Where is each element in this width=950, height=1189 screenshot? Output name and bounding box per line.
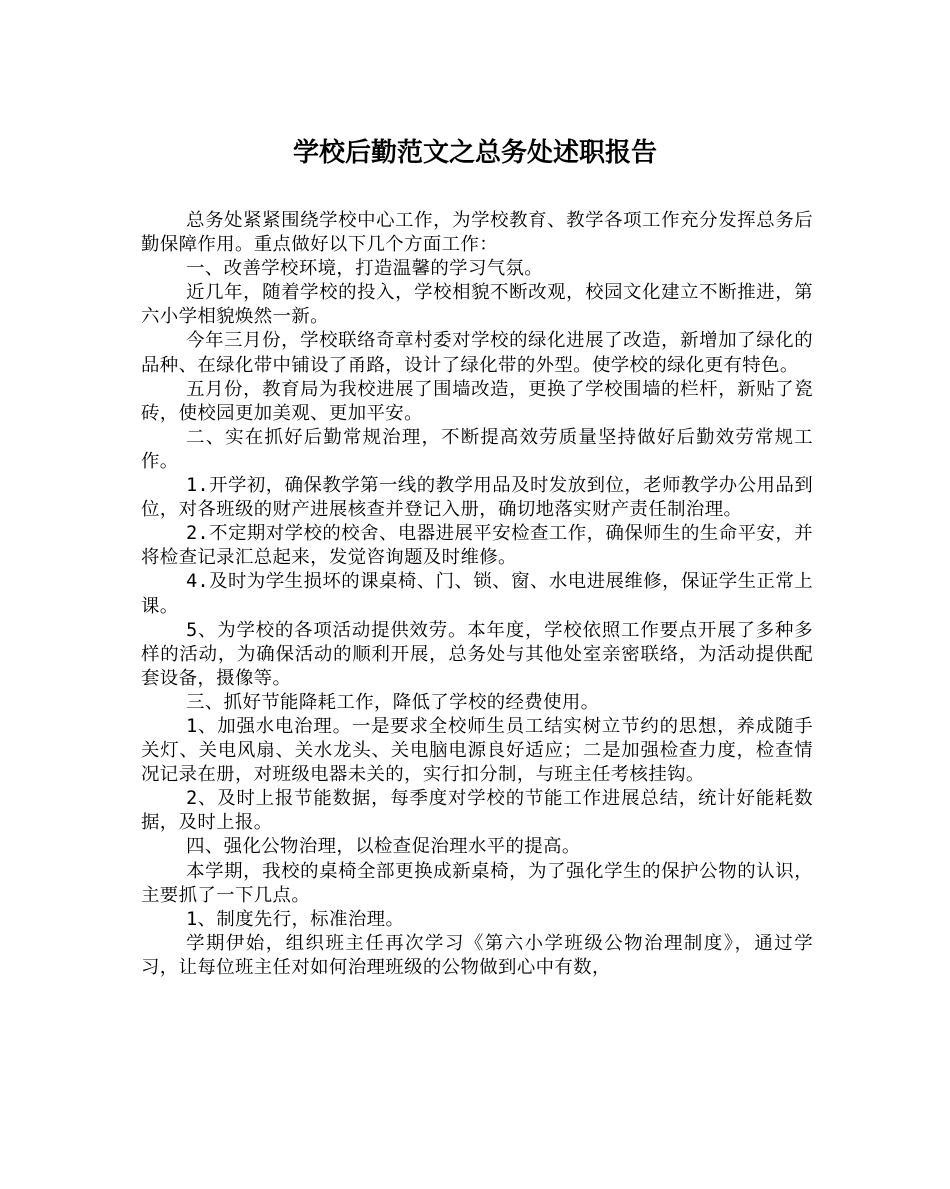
paragraph: 三、抓好节能降耗工作，降低了学校的经费使用。: [186, 691, 600, 713]
paragraph: 学期伊始，组织班主任再次学习《第六小学班级公物治理制度》，通过学习，让每位班主任对如何治理班级的公物做到心中有数，: [141, 932, 813, 978]
paragraph: 近几年，随着学校的投入，学校相貌不断改观，校园文化建立不断推进，第六小学相貌焕然一新。: [141, 282, 813, 328]
paragraph: 四、强化公物治理，以检查促治理水平的提高。: [186, 836, 581, 858]
paragraph: 二、实在抓好后勤常规治理，不断提高效劳质量坚持做好后勤效劳常规工作。: [141, 426, 813, 472]
document-body: [141, 209, 813, 980]
paragraph: 五月份，教育局为我校进展了围墙改造，更换了学校围墙的栏杆，新贴了瓷砖，使校园更加美观、更加平安。: [141, 378, 813, 424]
paragraph: 一、改善学校环境，打造温馨的学习气氛。: [186, 258, 544, 280]
paragraph: 2.不定期对学校的校舍、电器进展平安检查工作，确保师生的生命平安，并将检查记录汇总起来，发觉咨询题及时维修。: [141, 523, 813, 569]
paragraph: 总务处紧紧围绕学校中心工作，为学校教育、教学各项工作充分发挥总务后勤保障作用。重点做好以下几个方面工作：: [141, 210, 813, 256]
document-title: 学校后勤范文之总务处述职报告: [292, 138, 657, 168]
paragraph: 1.开学初，确保教学第一线的教学用品及时发放到位，老师教学办公用品到位，对各班级的财产进展核查并登记入册，确切地落实财产责任制治理。: [141, 475, 813, 521]
paragraph: 5、为学校的各项活动提供效劳。本年度，学校依照工作要点开展了多种多样的活动，为确保活动的顺利开展，总务处与其他处室亲密联络，为活动提供配套设备，摄像等。: [141, 619, 813, 689]
paragraph: 1、制度先行，标准治理。: [186, 908, 405, 930]
paragraph: 1、加强水电治理。一是要求全校师生员工结实树立节约的思想，养成随手关灯、关电风扇、关水龙头、关电脑电源良好适应；二是加强检查力度，检查情况记录在册，对班级电器未关的，实行扣分制，与班主任考核挂钩。: [141, 715, 813, 786]
paragraph: 今年三月份，学校联络奇章村委对学校的绿化进展了改造，新增加了绿化的品种、在绿化带中铺设了甬路，设计了绿化带的外型。使学校的绿化更有特色。: [141, 330, 813, 376]
paragraph: 本学期，我校的桌椅全部更换成新桌椅，为了强化学生的保护公物的认识，主要抓了一下几点。: [141, 860, 813, 906]
paragraph: 4.及时为学生损坏的课桌椅、门、锁、窗、水电进展维修，保证学生正常上课。: [141, 571, 813, 617]
paragraph: 2、及时上报节能数据，每季度对学校的节能工作进展总结，统计好能耗数据，及时上报。: [141, 788, 813, 834]
